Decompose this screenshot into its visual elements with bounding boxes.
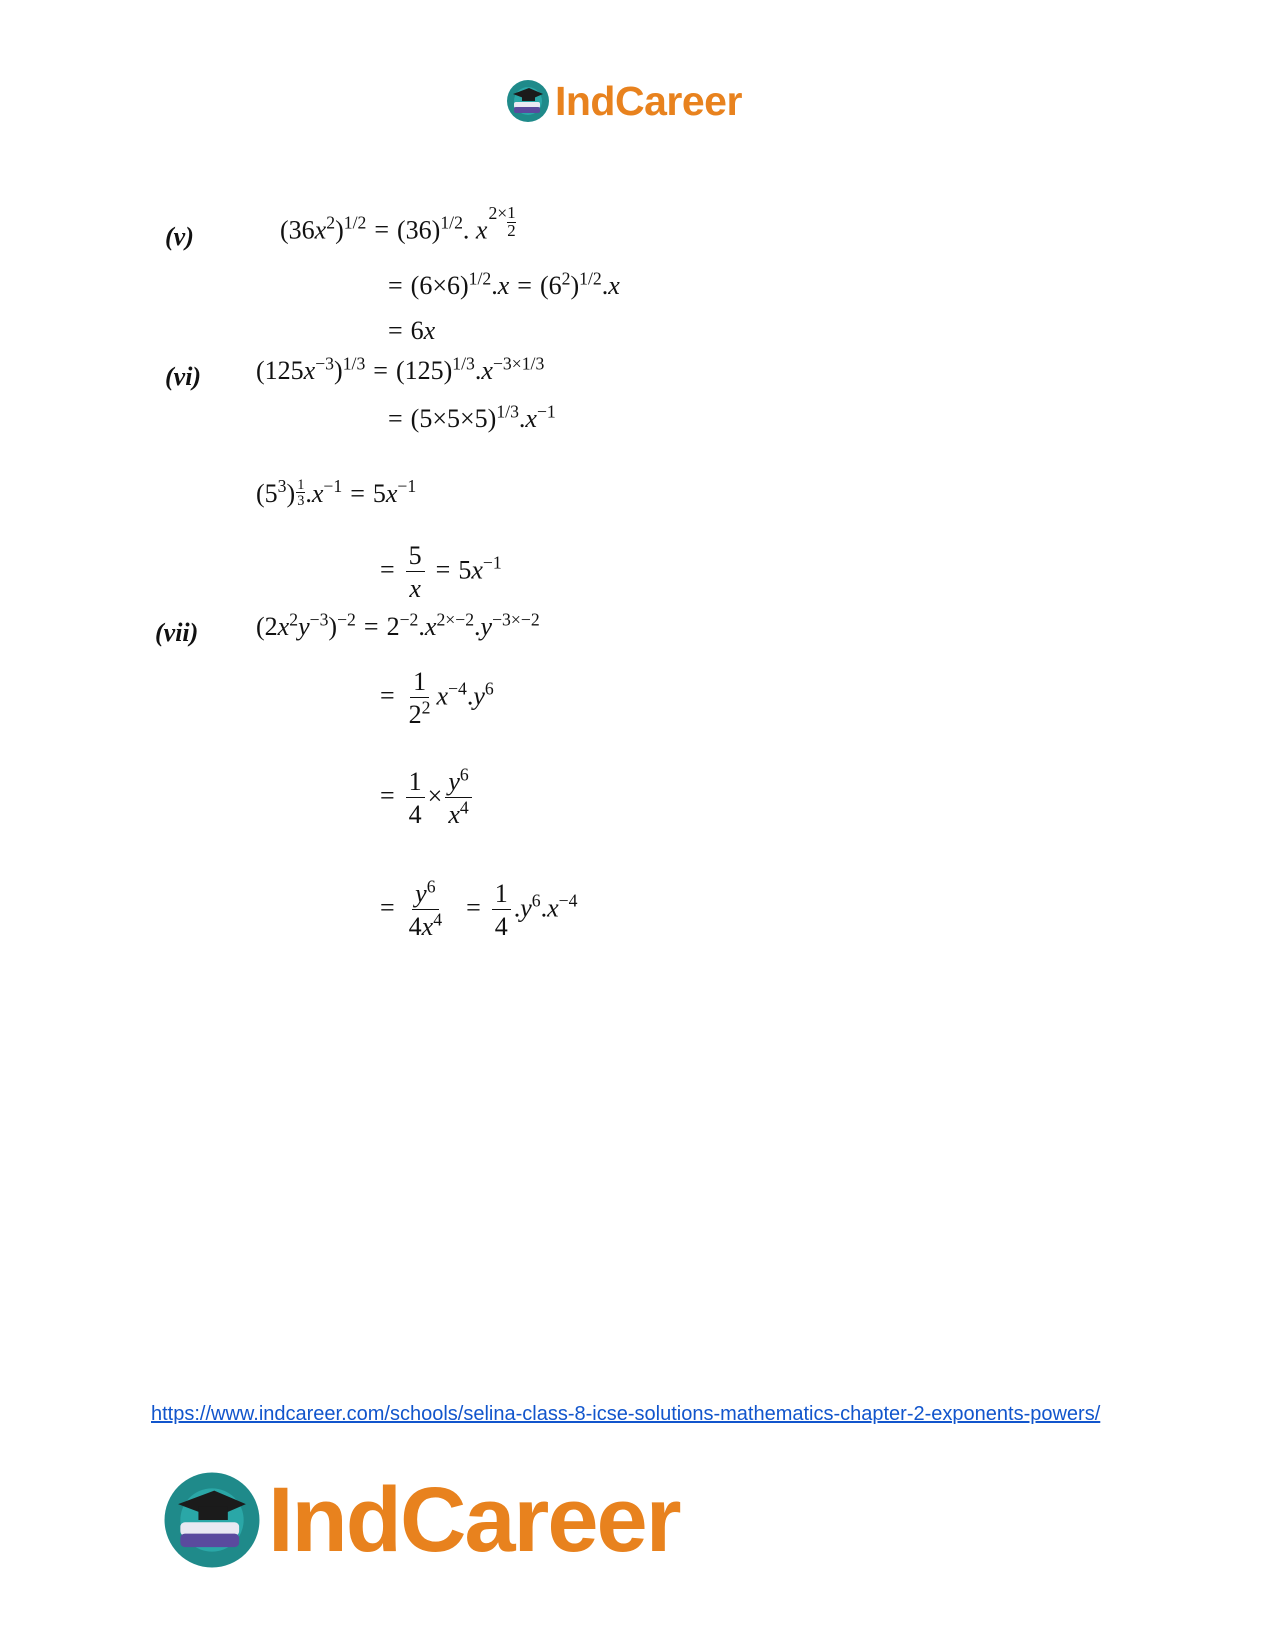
logo-wordmark: IndCareer (268, 1468, 680, 1571)
source-url-link[interactable]: https://www.indcareer.com/schools/selina-class-8-icse-solutions-mathematics-chapter-2-exponents-powers/ (151, 1403, 1101, 1425)
graduation-book-icon (505, 78, 551, 124)
header-logo (505, 76, 742, 126)
part-label-vii: (vii) (155, 618, 199, 647)
math-vii-line3: = $\frac{1}{4}$ × $\frac{y^6}{x^4}$ (380, 768, 475, 829)
part-label-v: (v) (165, 222, 194, 251)
math-vii-line4: = $\frac{y^6}{4x^4}$ = $\frac{1}{4}$ $.y^6.x^{-4}$ (380, 876, 578, 942)
math-vi-line4: = $\frac{5}{x}$ = $5x^{-1}$ (380, 541, 502, 604)
graduation-book-icon (160, 1468, 264, 1572)
math-v-line1: $(36x^2)^{1/2} = (36)^{1/2}$. x2× 1 2 (280, 203, 516, 245)
math-vi-line2: = $(5\times 5\times 5)^{1/3}.x^{-1}$ (388, 401, 556, 433)
math-vi-line1: $(125x^{-3})^{1/3} = (125)^{1/3}.x^{-3\times 1/3}$ (256, 353, 545, 385)
math-v-line3: = 6x (388, 316, 436, 345)
logo-wordmark: IndCareer (555, 77, 742, 124)
math-vii-line1: $(2x^2y^{-3})^{-2} = 2^{-2}.x^{2\times-2}.y^{-3\times-2}$ (256, 609, 540, 641)
footer-logo (160, 1465, 680, 1575)
math-vi-line3: $(5^3)$ $\frac{1}{3}$ $.x^{-1} = 5x^{-1}$ (256, 476, 417, 510)
math-vii-line2: = $\frac{1}{2^2}$ $x^{-4}.y^6$ (380, 667, 494, 730)
math-v-line2: = $(6\times 6)^{1/2}.x = (6^2)^{1/2}.x$ (388, 268, 620, 300)
part-label-vi: (vi) (165, 362, 202, 391)
